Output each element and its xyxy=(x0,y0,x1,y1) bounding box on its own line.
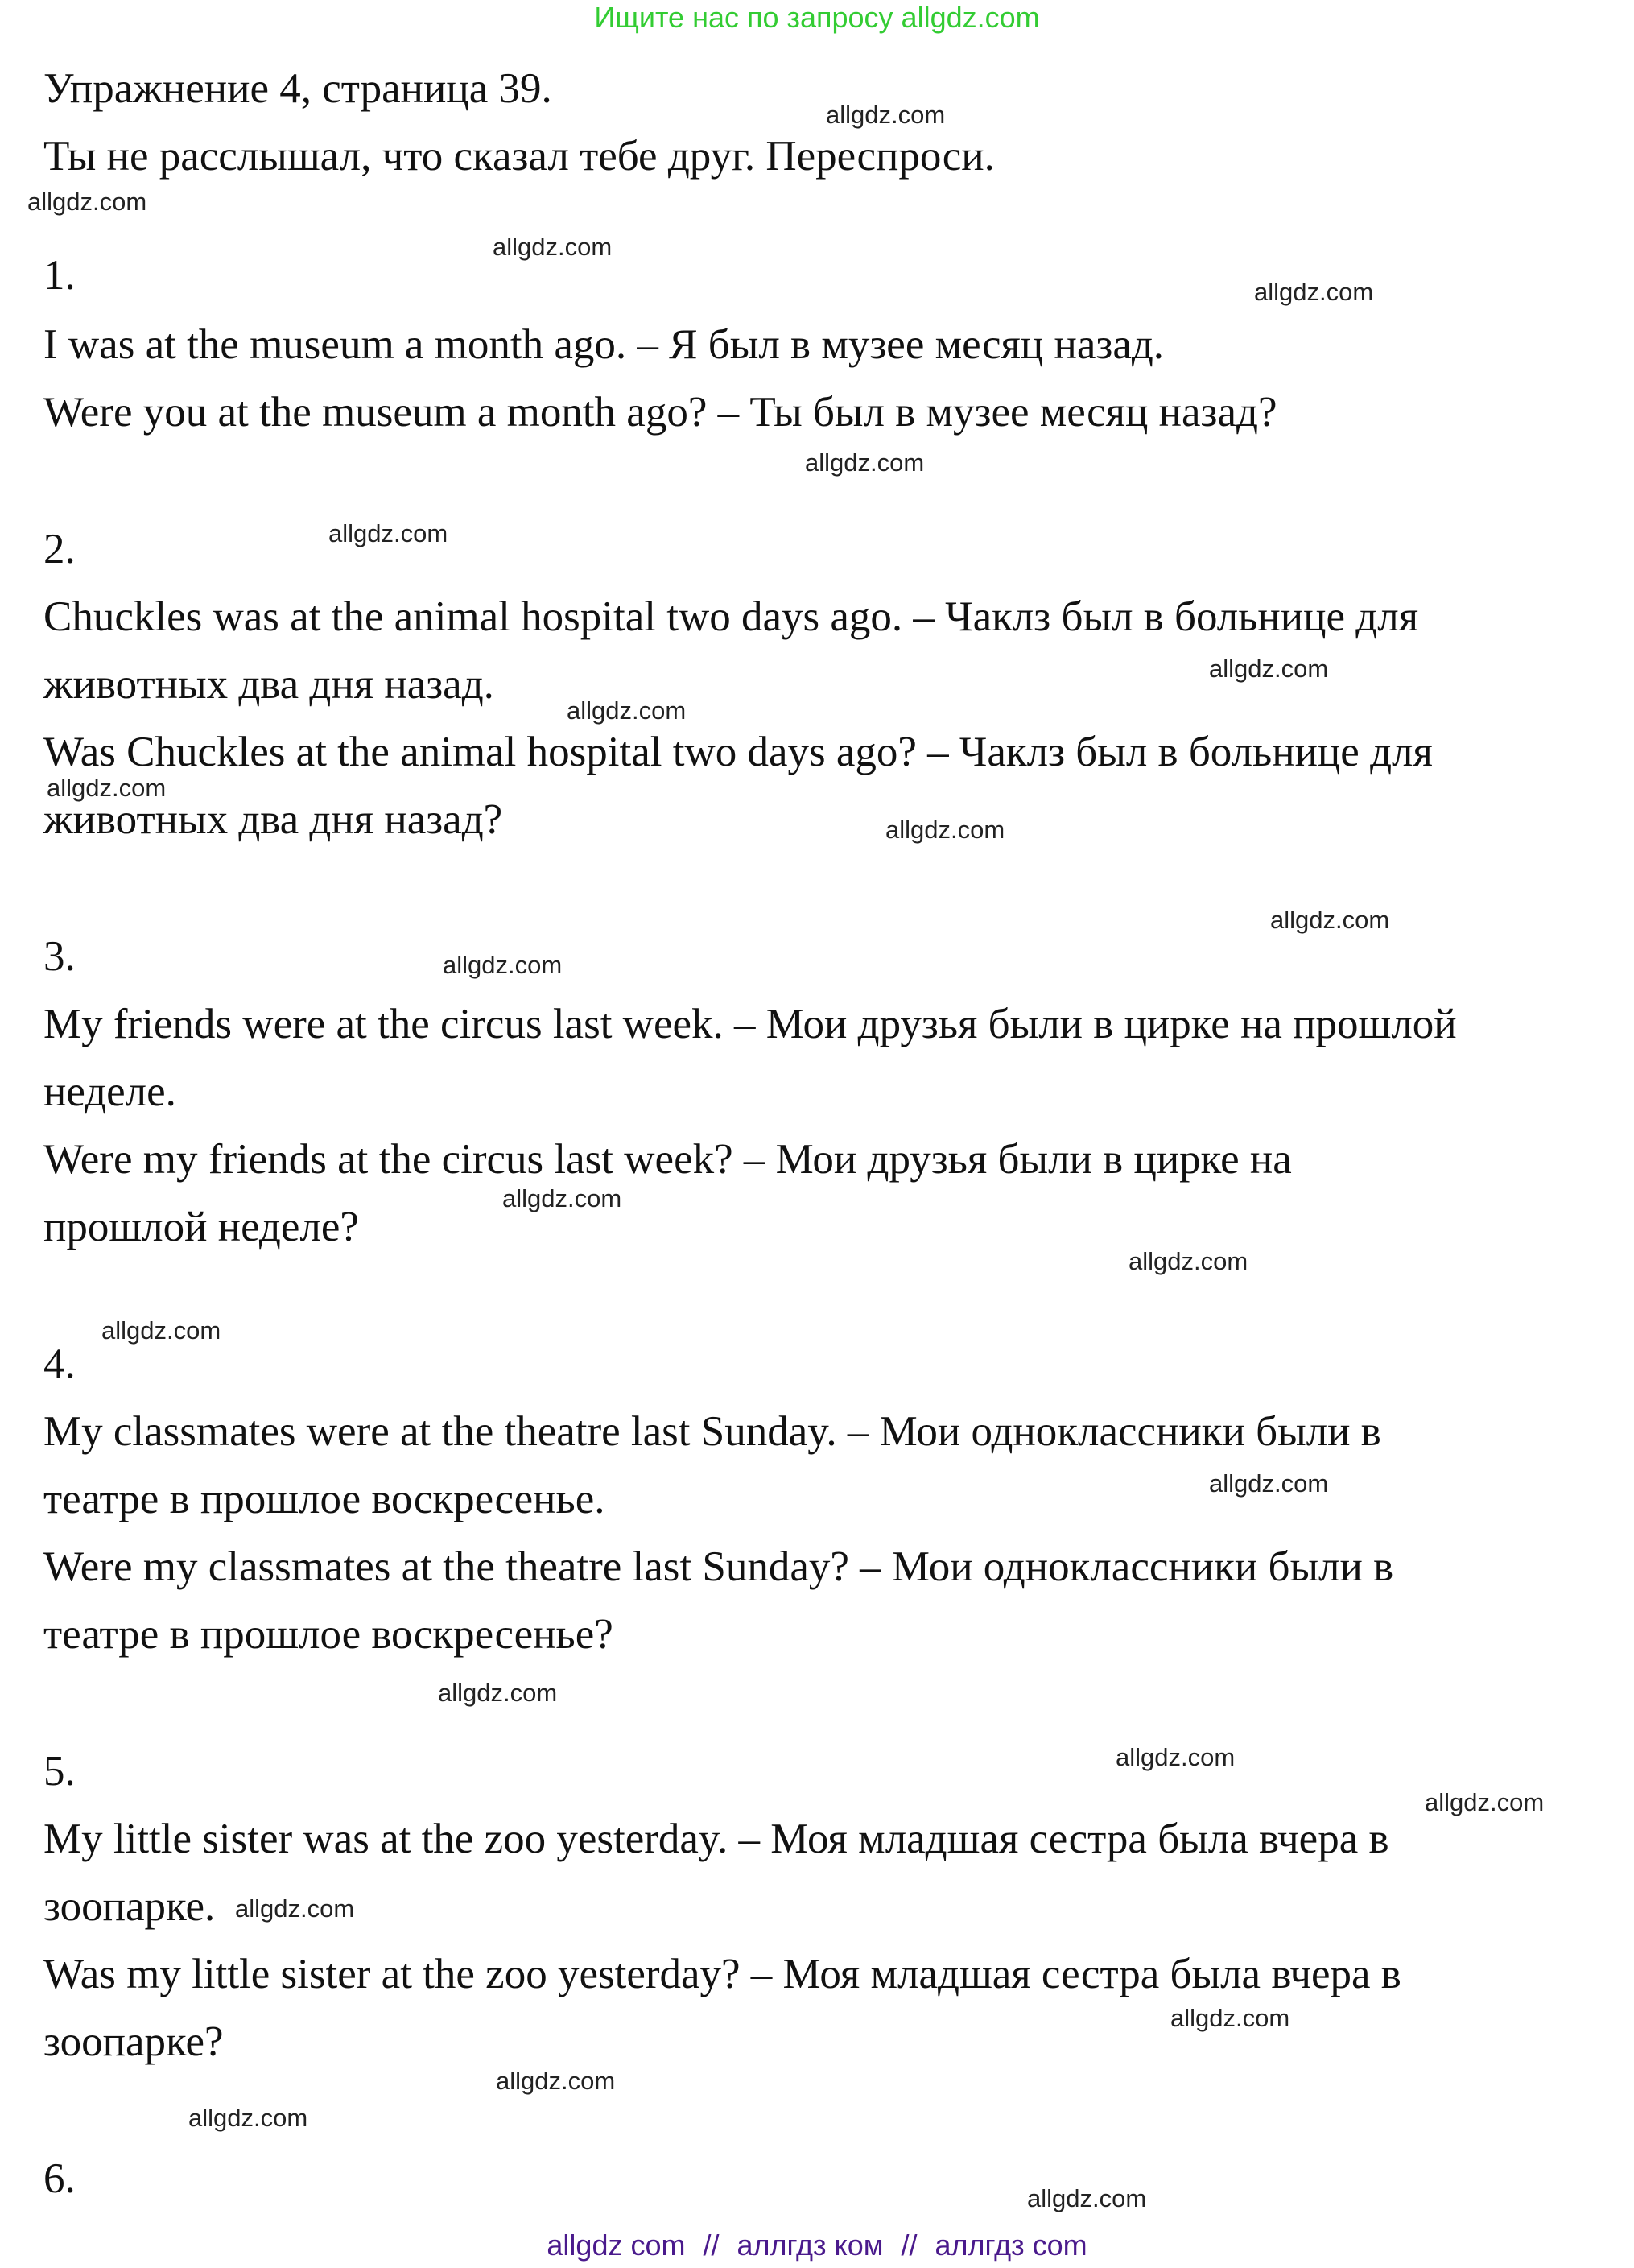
watermark: allgdz.com xyxy=(1129,1247,1248,1275)
item-line: My friends were at the circus last week. – Мои друзья были в цирке на прошлой xyxy=(43,1001,1457,1047)
item-line: Chuckles was at the animal hospital two days ago. – Чаклз был в больнице для xyxy=(43,593,1419,640)
item-number: 6. xyxy=(43,2155,76,2202)
watermark: allgdz.com xyxy=(1425,1788,1545,1816)
exercise-task: Ты не расслышал, что сказал тебе друг. Переспроси. xyxy=(43,133,995,180)
watermark: allgdz.com xyxy=(496,2067,616,2095)
watermark: allgdz.com xyxy=(502,1184,622,1212)
watermark: allgdz.com xyxy=(438,1679,558,1707)
footer-separator: // xyxy=(901,2229,918,2262)
watermark: allgdz.com xyxy=(1254,278,1374,306)
watermark: allgdz.com xyxy=(885,816,1005,844)
item-line: зоопарке. xyxy=(43,1883,216,1930)
footer-link[interactable]: allgdz com xyxy=(547,2229,686,2262)
exercise-title: Упражнение 4, страница 39. xyxy=(43,65,552,112)
watermark: allgdz.com xyxy=(826,101,946,129)
item-line: My little sister was at the zoo yesterday. – Моя младшая сестра была вчера в xyxy=(43,1816,1389,1862)
watermark: allgdz.com xyxy=(47,774,167,802)
watermark: allgdz.com xyxy=(1116,1743,1236,1771)
item-line: животных два дня назад? xyxy=(43,796,503,843)
watermark: allgdz.com xyxy=(443,951,563,979)
watermark: allgdz.com xyxy=(1209,1469,1329,1498)
item-line: театре в прошлое воскресенье. xyxy=(43,1476,605,1522)
item-line: Were you at the museum a month ago? – Ты был в музее месяц назад? xyxy=(43,389,1277,436)
item-line: Were my classmates at the theatre last Sunday? – Мои одноклассники были в xyxy=(43,1543,1394,1590)
item-number: 1. xyxy=(43,252,76,299)
item-number: 3. xyxy=(43,933,76,980)
item-number: 5. xyxy=(43,1748,76,1795)
item-number: 2. xyxy=(43,526,76,572)
watermark: allgdz.com xyxy=(328,519,448,547)
watermark: allgdz.com xyxy=(1209,655,1329,683)
watermark: allgdz.com xyxy=(493,233,613,261)
item-number: 4. xyxy=(43,1341,76,1387)
item-line: I was at the museum a month ago. – Я был в музее месяц назад. xyxy=(43,321,1165,368)
item-line: театре в прошлое воскресенье? xyxy=(43,1611,613,1658)
watermark: allgdz.com xyxy=(235,1894,355,1923)
item-line: My classmates were at the theatre last Sunday. – Мои одноклассники были в xyxy=(43,1408,1381,1455)
watermark: allgdz.com xyxy=(188,2104,308,2132)
item-line: зоопарке? xyxy=(43,2018,224,2065)
item-line: Was Chuckles at the animal hospital two days ago? – Чаклз был в больнице для xyxy=(43,729,1433,775)
watermark: allgdz.com xyxy=(805,448,925,477)
watermark: allgdz.com xyxy=(1270,906,1390,934)
item-line: Were my friends at the circus last week? – Мои друзья были в цирке на xyxy=(43,1136,1292,1183)
footer-links xyxy=(0,2229,1634,2262)
watermark: allgdz.com xyxy=(101,1316,221,1345)
item-line: животных два дня назад. xyxy=(43,661,494,708)
search-hint-header: Ищите нас по запросу allgdz.com xyxy=(594,1,1040,34)
footer-link[interactable]: аллгдз com xyxy=(935,2229,1087,2262)
item-line: неделе. xyxy=(43,1068,176,1115)
watermark: allgdz.com xyxy=(567,696,687,725)
watermark: allgdz.com xyxy=(1170,2004,1290,2032)
footer-link[interactable]: аллгдз ком xyxy=(737,2229,884,2262)
item-line: Was my little sister at the zoo yesterday? – Моя младшая сестра была вчера в xyxy=(43,1951,1401,1997)
watermark: allgdz.com xyxy=(27,188,147,216)
item-line: прошлой неделе? xyxy=(43,1204,359,1250)
footer-separator: // xyxy=(703,2229,720,2262)
watermark: allgdz.com xyxy=(1027,2184,1147,2212)
